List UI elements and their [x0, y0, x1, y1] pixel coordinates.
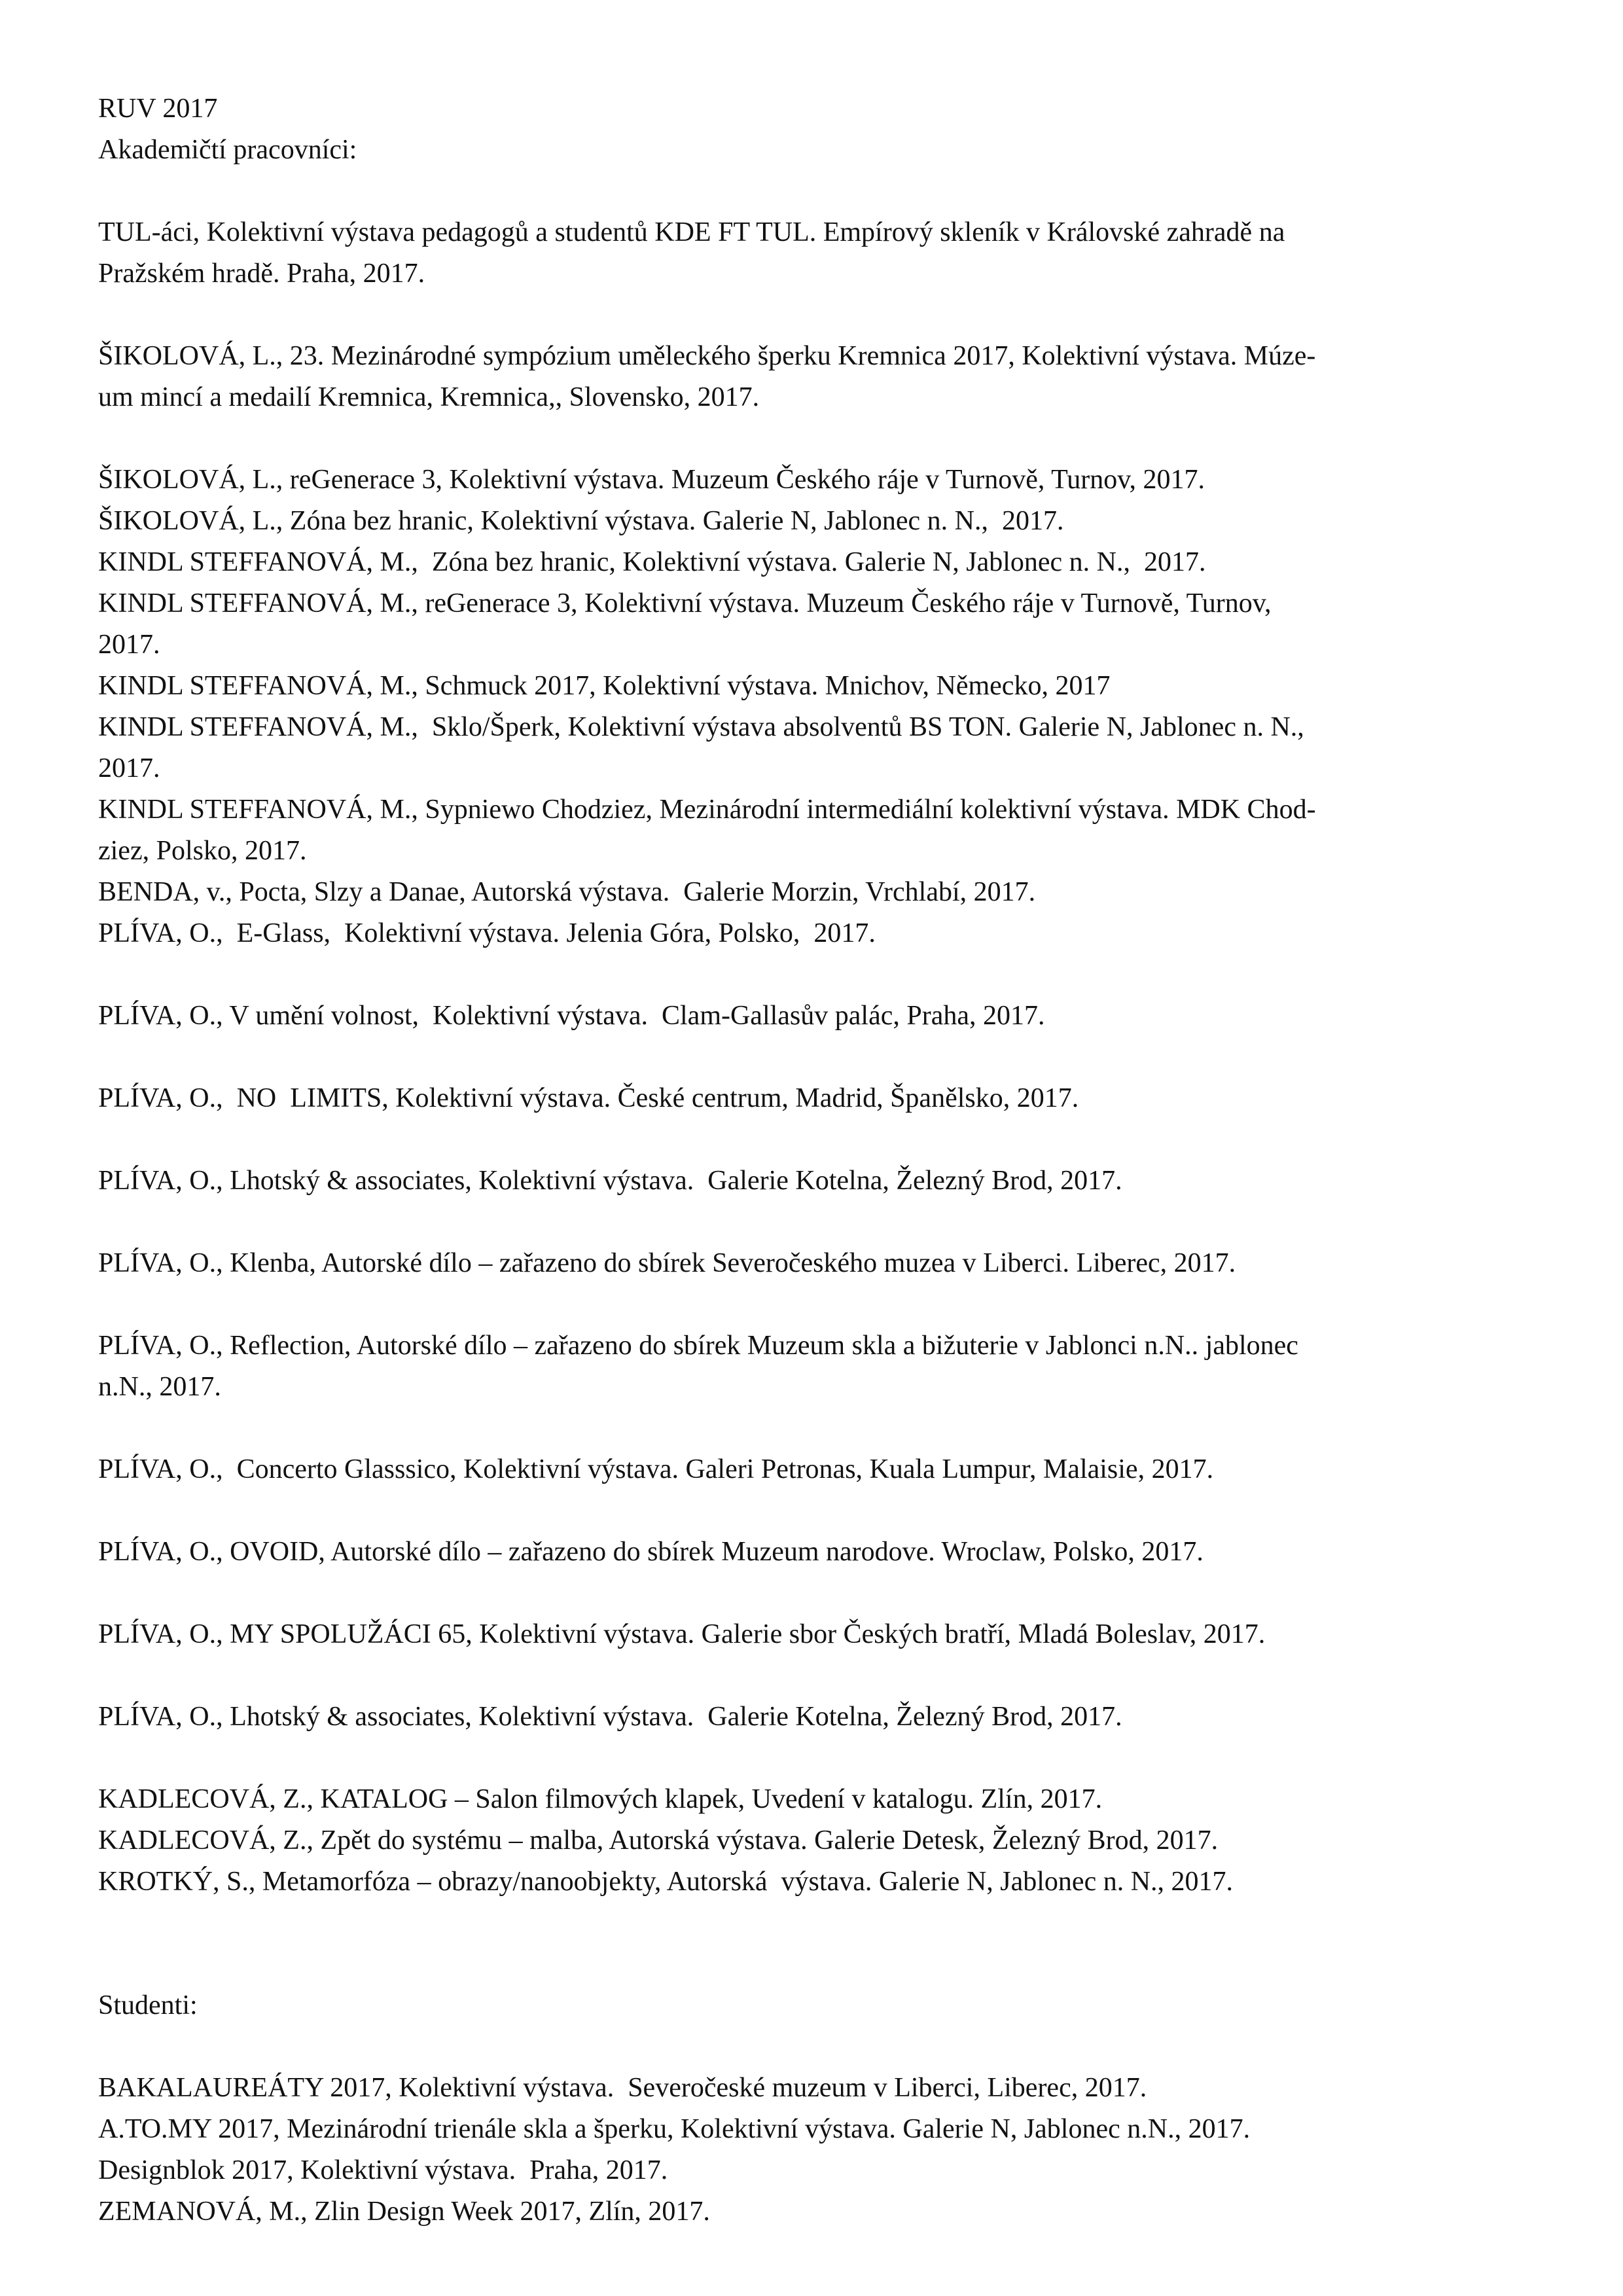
entry-block — [98, 1078, 1551, 1119]
entry-line: PLÍVA, O., OVOID, Autorské dílo – zařazeno do sbírek Muzeum narodove. Wroclaw, Polsko, 2017. — [98, 1537, 1204, 1567]
entry-line: ZEMANOVÁ, M., Zlin Design Week 2017, Zlín, 2017. — [98, 2197, 710, 2227]
entry-line: PLÍVA, O., E-Glass, Kolektivní výstava. Jelenia Góra, Polsko, 2017. — [98, 918, 876, 948]
entry-block — [98, 1449, 1551, 1490]
entry-line: ŠIKOLOVÁ, L., Zóna bez hranic, Kolektivní výstava. Galerie N, Jablonec n. N., 2017. — [98, 506, 1064, 536]
entry-block — [98, 1243, 1551, 1284]
entry-block — [98, 1160, 1551, 1202]
entry-line: 2017. — [98, 753, 160, 783]
entry-block — [98, 1614, 1551, 1655]
document-body — [98, 88, 1551, 2233]
entry-line: KADLECOVÁ, Z., Zpět do systému – malba, Autorská výstava. Galerie Detesk, Železný Brod, 2017. — [98, 1825, 1219, 1856]
entry-line: PLÍVA, O., V umění volnost, Kolektivní výstava. Clam-Gallasův palác, Praha, 2017. — [98, 1001, 1045, 1031]
entry-line: Designblok 2017, Kolektivní výstava. Praha, 2017. — [98, 2155, 668, 2185]
entry-line: ziez, Polsko, 2017. — [98, 836, 307, 866]
entry-line: KROTKÝ, S., Metamorfóza – obrazy/nanoobjekty, Autorská výstava. Galerie N, Jablonec n. N., 2017. — [98, 1867, 1234, 1897]
entry-line: PLÍVA, O., MY SPOLUŽÁCI 65, Kolektivní výstava. Galerie sbor Českých bratří, Mladá Boleslav, 2017. — [98, 1619, 1266, 1649]
entry-line: KINDL STEFFANOVÁ, M., reGenerace 3, Kolektivní výstava. Muzeum Českého ráje v Turnově, Turnov, — [98, 588, 1272, 619]
entry-line: KINDL STEFFANOVÁ, M., Sypniewo Chodziez, Mezinárodní intermediální kolektivní výstava. MDK Chod- — [98, 795, 1316, 825]
entry-block — [98, 212, 1551, 295]
entry-line: KINDL STEFFANOVÁ, M., Zóna bez hranic, Kolektivní výstava. Galerie N, Jablonec n. N., 2017. — [98, 547, 1206, 577]
entry-line: A.TO.MY 2017, Mezinárodní trienále skla a šperku, Kolektivní výstava. Galerie N, Jablonec n.N., 2017. — [98, 2114, 1251, 2144]
entry-line: PLÍVA, O., NO LIMITS, Kolektivní výstava. České centrum, Madrid, Španělsko, 2017. — [98, 1083, 1079, 1113]
entry-line: um mincí a medailí Kremnica, Kremnica,, Slovensko, 2017. — [98, 382, 760, 412]
entry-line: ŠIKOLOVÁ, L., 23. Mezinárodné sympózium uměleckého šperku Kremnica 2017, Kolektivní výstava. Múze- — [98, 341, 1316, 371]
entry-line: PLÍVA, O., Lhotský & associates, Kolektivní výstava. Galerie Kotelna, Železný Brod, 2017. — [98, 1166, 1122, 1196]
entry-block — [98, 1696, 1551, 1738]
entry-line: PLÍVA, O., Reflection, Autorské dílo – zařazeno do sbírek Muzeum skla a bižuterie v Jablonci n.N.. jablonec — [98, 1331, 1298, 1361]
entry-line: n.N., 2017. — [98, 1372, 221, 1402]
entry-block — [98, 1325, 1551, 1408]
entry-block — [98, 336, 1551, 418]
entry-line: PLÍVA, O., Lhotský & associates, Kolektivní výstava. Galerie Kotelna, Železný Brod, 2017. — [98, 1702, 1122, 1732]
entry-line: KINDL STEFFANOVÁ, M., Schmuck 2017, Kolektivní výstava. Mnichov, Německo, 2017 — [98, 671, 1111, 701]
entry-block — [98, 459, 1551, 954]
entry-line: 2017. — [98, 630, 160, 660]
section-heading-students: Studenti: — [98, 1990, 198, 2020]
entry-block — [98, 1779, 1551, 1903]
entry-line: Pražském hradě. Praha, 2017. — [98, 259, 425, 289]
entry-line: ŠIKOLOVÁ, L., reGenerace 3, Kolektivní výstava. Muzeum Českého ráje v Turnově, Turnov, 2017. — [98, 465, 1205, 495]
entry-line: KADLECOVÁ, Z., KATALOG – Salon filmových klapek, Uvedení v katalogu. Zlín, 2017. — [98, 1784, 1103, 1814]
entry-line: TUL-áci, Kolektivní výstava pedagogů a studentů KDE FT TUL. Empírový skleník v Královské zahradě na — [98, 217, 1285, 247]
entry-line: KINDL STEFFANOVÁ, M., Sklo/Šperk, Kolektivní výstava absolventů BS TON. Galerie N, Jablonec n. N., — [98, 712, 1304, 742]
section-heading-academic: Akademičtí pracovníci: — [98, 135, 357, 165]
document-title: RUV 2017 — [98, 94, 218, 124]
student-entries — [98, 2068, 1551, 2233]
entry-block — [98, 996, 1551, 1037]
academic-entries — [98, 212, 1551, 1903]
entry-block — [98, 1532, 1551, 1573]
entry-line: PLÍVA, O., Klenba, Autorské dílo – zařazeno do sbírek Severočeského muzea v Liberci. Liberec, 2017. — [98, 1248, 1236, 1278]
entry-line: BENDA, v., Pocta, Slzy a Danae, Autorská výstava. Galerie Morzin, Vrchlabí, 2017. — [98, 877, 1036, 907]
entry-line: BAKALAUREÁTY 2017, Kolektivní výstava. Severočeské muzeum v Liberci, Liberec, 2017. — [98, 2073, 1147, 2103]
entry-line: PLÍVA, O., Concerto Glasssico, Kolektivní výstava. Galeri Petronas, Kuala Lumpur, Malaisie, 2017. — [98, 1454, 1214, 1484]
